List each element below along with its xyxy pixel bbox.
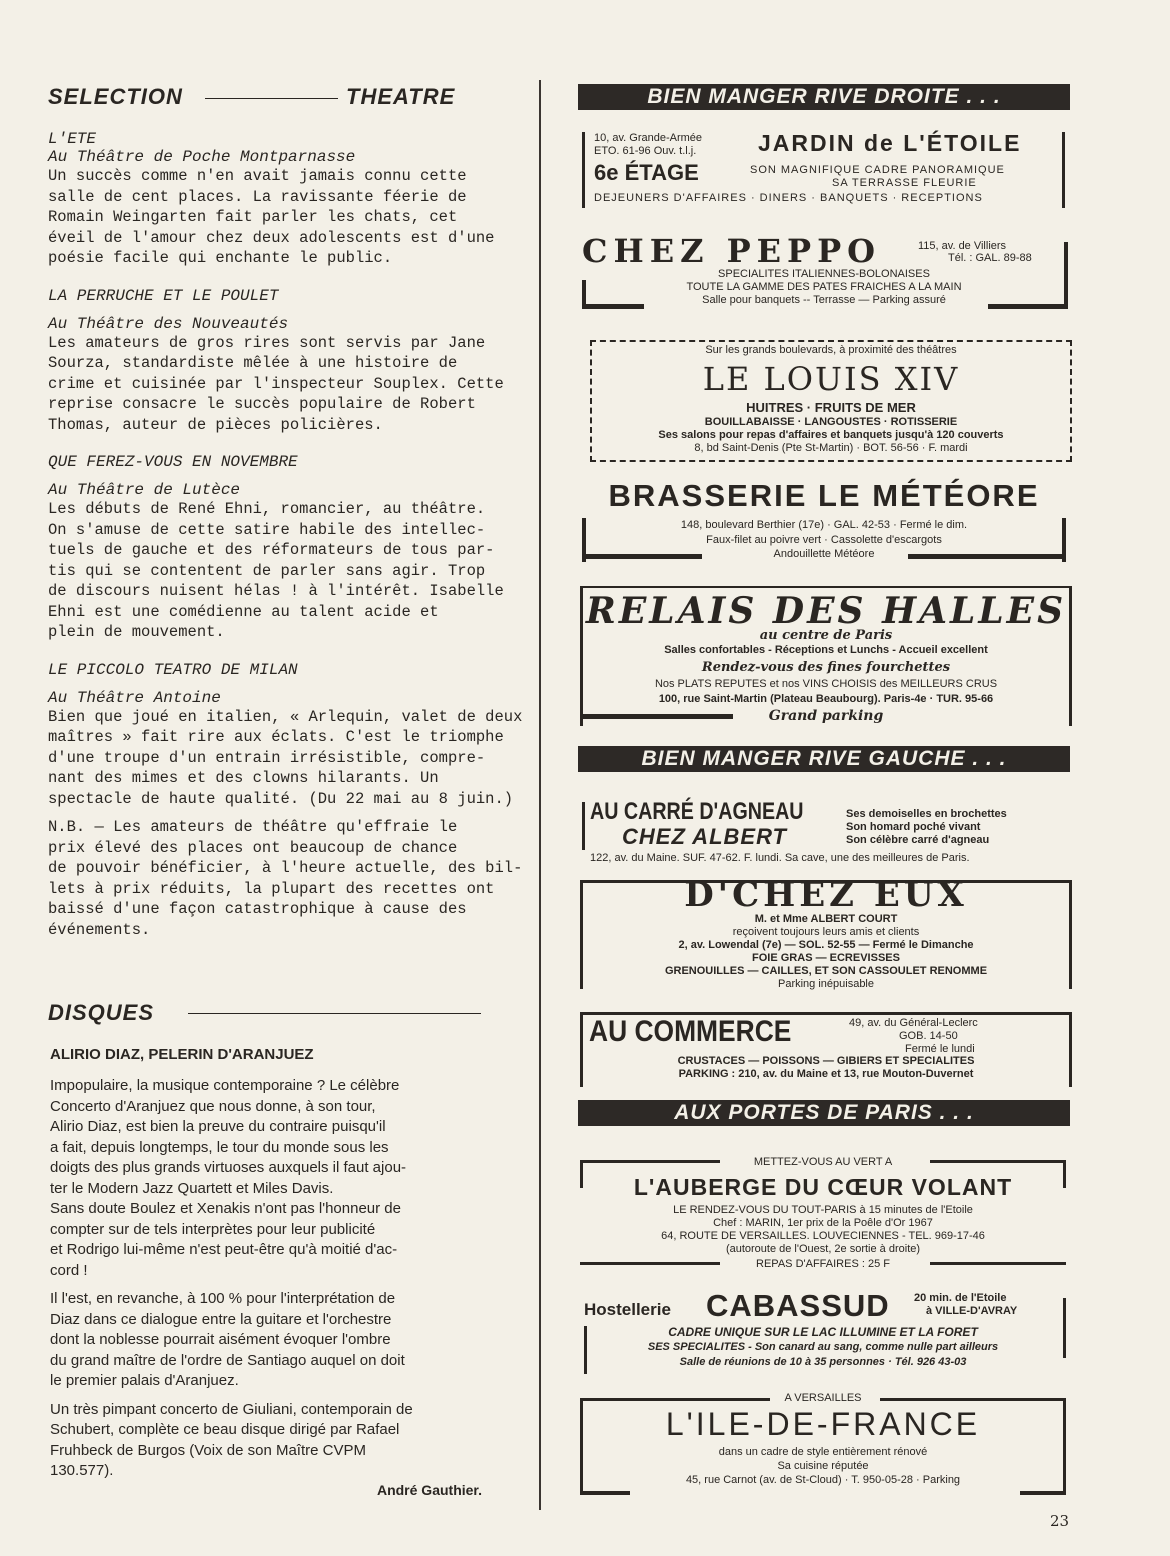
disc-review (50, 1046, 482, 1498)
disques-heading: DISQUES (48, 1000, 155, 1025)
theatre-heading-left: SELECTION (48, 84, 183, 109)
restaurant-name: AU COMMERCE (589, 1015, 792, 1048)
ad-chez-peppo: CHEZ PEPPO 115, av. de Villiers Tél. : GAL. 89-88 SPECIALITES ITALIENNES-BOLONAISES TOUTE LA GAMME DES PATES FRAICHES A LA MAIN Salle pour banquets -- Terrasse — Parking assuré (578, 232, 1070, 312)
review-4 (48, 660, 523, 810)
ad-jardin-etoile: 10, av. Grande-Armée ETO. 61-96 Ouv. t.l.j. JARDIN de L'ÉTOILE 6e ÉTAGE SON MAGNIFIQUE CADRE PANORAMIQUE SA TERRASSE FLEURIE DEJEUNERS D'AFFAIRES · DINERS · BANQUETS · RECEPTIONS (578, 128, 1070, 210)
banner-rive-gauche: BIEN MANGER RIVE GAUCHE . . . (578, 746, 1070, 772)
signature: André Gauthier. (376, 1481, 482, 1498)
ad-carre-agneau: AU CARRÉ D'AGNEAU CHEZ ALBERT Ses demoiselles en brochettes Son homard poché vivant Son célèbre carré d'agneau 122, av. du Maine. SUF. 47-62. F. lundi. Sa cave, une des meilleures de Paris. (578, 796, 1070, 868)
theatre-heading-right: THEATRE (346, 84, 456, 109)
ad-auberge-coeur-volant: METTEZ-VOUS AU VERT A L'AUBERGE DU CŒUR VOLANT LE RENDEZ-VOUS DU TOUT-PARIS à 15 minutes de l'Etoile Chef : MARIN, 1er prix de la Poêle d'Or 1967 64, ROUTE DE VERSAILLES. LOUVECIENNES - TEL. 969-17-46 (autoroute de l'Ouest, 2e sortie à droite) REPAS D'AFFAIRES : 25 F (580, 1156, 1066, 1280)
play-text: Les débuts de René Ehni, romancier, au théâtre. On s'amuse de cette satire habile des intellec- tuels de gauche et des réformateurs de tous par- tis qui se contentent de parler sans agir. Trop de discours nuisent hélas ! à l'intérêt. Isabelle Ehni est une comédienne au talent acide et plein de mouvement. (48, 500, 504, 641)
play-text: Les amateurs de gros rires sont servis par Jane Sourza, standardiste mêlée à une histoire de crime et cuisinée par l'inspecteur Souplex. Cette reprise consacre le succès populaire de Robert Thomas, auteur de pièces policières. (48, 333, 504, 434)
column-divider (539, 80, 541, 1510)
disc-paragraph-3: Un très pimpant concerto de Giuliani, contemporain de Schubert, complète ce beau disque dirigé par Rafael Fruhbeck de Burgos (Voix de son Maître CVPM 130.577). (50, 1400, 413, 1479)
ad-ile-de-france: A VERSAILLES L'ILE-DE-FRANCE dans un cadre de style entièrement rénové Sa cuisine réputée 45, rue Carnot (av. de St-Cloud) · T. 950-05-28 · Parking (580, 1390, 1066, 1502)
play-venue: Au Théâtre de Lutèce (48, 481, 241, 499)
ad-louis-xiv: Sur les grands boulevards, à proximité des théâtres LE LOUIS XIV HUITRES · FRUITS DE MER BOUILLABAISSE · LANGOUSTES · ROTISSERIE Ses salons pour repas d'affaires et banquets jusqu'à 120 couverts 8, bd Saint-Denis (Pte St-Martin) · BOT. 56-56 · F. mardi (590, 340, 1072, 462)
banner-rive-droite: BIEN MANGER RIVE DROITE . . . (578, 84, 1070, 110)
restaurant-name: CABASSUD (706, 1288, 890, 1323)
play-title: L'ETE (48, 130, 97, 148)
theatre-reviews (48, 130, 523, 940)
play-venue: Au Théâtre Antoine (48, 688, 221, 707)
restaurant-name: BRASSERIE LE MÉTÉORE (608, 478, 1040, 513)
ad-brasserie-meteore: BRASSERIE LE MÉTÉORE 148, boulevard Berthier (17e) · GAL. 42-53 · Fermé le dim. Faux-filet au poivre vert · Cassolette d'escargots Andouillette Météore (578, 478, 1070, 564)
play-text: Bien que joué en italien, « Arlequin, valet de deux maîtres » fait rire aux éclats. C'est le triomphe d'une troupe d'un entrain irrésistible, compre- nant des mimes et des clowns hilarants. Un spectacle de haute qualité. (Du 22 mai au 8 juin.) (48, 707, 523, 808)
disc-paragraph-1: Impopulaire, la musique contemporaine ? Le célèbre Concerto d'Aranjuez que nous donne, à son tour, Alirio Diaz, est bien la preuve du contraire puisqu'il a fait, depuis longtemps, le tour du monde sous les doigts des plus grands virtuoses auxquels il faut ajou- ter le Modern Jazz Quartett et Miles Davis. Sans doute Boulez et Xenakis n'ont pas l'honneur de compter sur de tels interprètes pour leur publicité et Rodrigo lui-même n'est peut-être qu'à moitié d'ac- cord ! (50, 1077, 407, 1279)
disc-title: ALIRIO DIAZ, PELERIN D'ARANJUEZ (50, 1046, 314, 1063)
review-2 (48, 286, 504, 436)
play-title: QUE FEREZ-VOUS EN NOVEMBRE (48, 453, 298, 471)
restaurant-name: AU CARRÉ D'AGNEAU (590, 798, 804, 825)
play-title: LA PERRUCHE ET LE POULET (48, 286, 279, 305)
disques-rule (188, 1013, 481, 1014)
restaurant-name: D'CHEZ EUX (684, 875, 968, 915)
heading-rule (205, 98, 338, 99)
restaurant-name: L'AUBERGE DU CŒUR VOLANT (633, 1174, 1013, 1200)
restaurant-name: RELAIS DES HALLES (585, 590, 1067, 632)
play-text: Un succès comme n'en avait jamais connu cette salle de cent places. La ravissante féerie de Romain Weingarten fait parler les chats, cet éveil de l'amour chez deux adolescents est d'une poésie facile qui enchante le public. (48, 167, 495, 267)
review-3 (48, 453, 504, 643)
nb-note: N.B. — Les amateurs de théâtre qu'effraie le prix élevé des places ont beaucoup de chance de pouvoir bénéficier, à l'heure actuelle, des bil- lets à prix réduits, la plupart des recettes ont baissé d'une façon catastrophique à cause des événements. (48, 818, 523, 939)
restaurant-name: JARDIN de L'ÉTOILE (758, 130, 1022, 156)
banner-portes-paris: AUX PORTES DE PARIS . . . (578, 1100, 1070, 1126)
play-venue: Au Théâtre des Nouveautés (48, 314, 289, 333)
ad-chez-eux: D'CHEZ EUX M. et Mme ALBERT COURT reçoivent toujours leurs amis et clients 2, av. Lowendal (7e) — SOL. 52-55 — Fermé le Dimanche FOIE GRAS — ECREVISSES GRENOUILLES — CAILLES, ET SON CASSOULET RENOMME Parking inépuisable (580, 880, 1072, 989)
ad-hostellerie-cabassud: Hostellerie CABASSUD 20 min. de l'Etoile à VILLE-D'AVRAY CADRE UNIQUE SUR LE LAC ILLUMINE ET LA FORET SES SPECIALITES - Son canard au sang, comme nulle part ailleurs Salle de réunions de 10 à 35 personnes · Tél. 926 43-03 (580, 1288, 1066, 1380)
ad-au-commerce: AU COMMERCE 49, av. du Général-Leclerc GOB. 14-50 Fermé le lundi CRUSTACES — POISSONS — GIBIERS ET SPECIALITES PARKING : 210, av. du Maine et 13, rue Mouton-Duvernet (580, 1012, 1072, 1087)
disc-paragraph-2: Il l'est, en revanche, à 100 % pour l'interprétation de Diaz dans ce dialogue entre la guitare et l'orchestre dont la noblesse pourrait aisément évoquer l'ombre du grand maître de l'ordre de Santiago auquel on doit le premier palais d'Aranjuez. (50, 1290, 405, 1389)
play-venue: Au Théâtre de Poche Montparnasse (48, 148, 356, 166)
restaurant-name: CHEZ PEPPO (582, 232, 882, 270)
page-number: 23 (1050, 1512, 1070, 1530)
restaurant-name: L'ILE-DE-FRANCE (665, 1406, 981, 1442)
play-title: LE PICCOLO TEATRO DE MILAN (48, 660, 298, 679)
ad-relais-des-halles: RELAIS DES HALLES au centre de Paris Salles confortables - Réceptions et Lunchs - Accueil excellent Rendez-vous des fines fourchettes Nos PLATS REPUTES et nos VINS CHOISIS des MEILLEURS CRUS 100, rue Saint-Martin (Plateau Beaubourg). Paris-4e · TUR. 95-66 Grand parking (580, 586, 1072, 726)
review-1 (48, 130, 495, 269)
restaurant-name: LE LOUIS XIV (702, 360, 960, 398)
